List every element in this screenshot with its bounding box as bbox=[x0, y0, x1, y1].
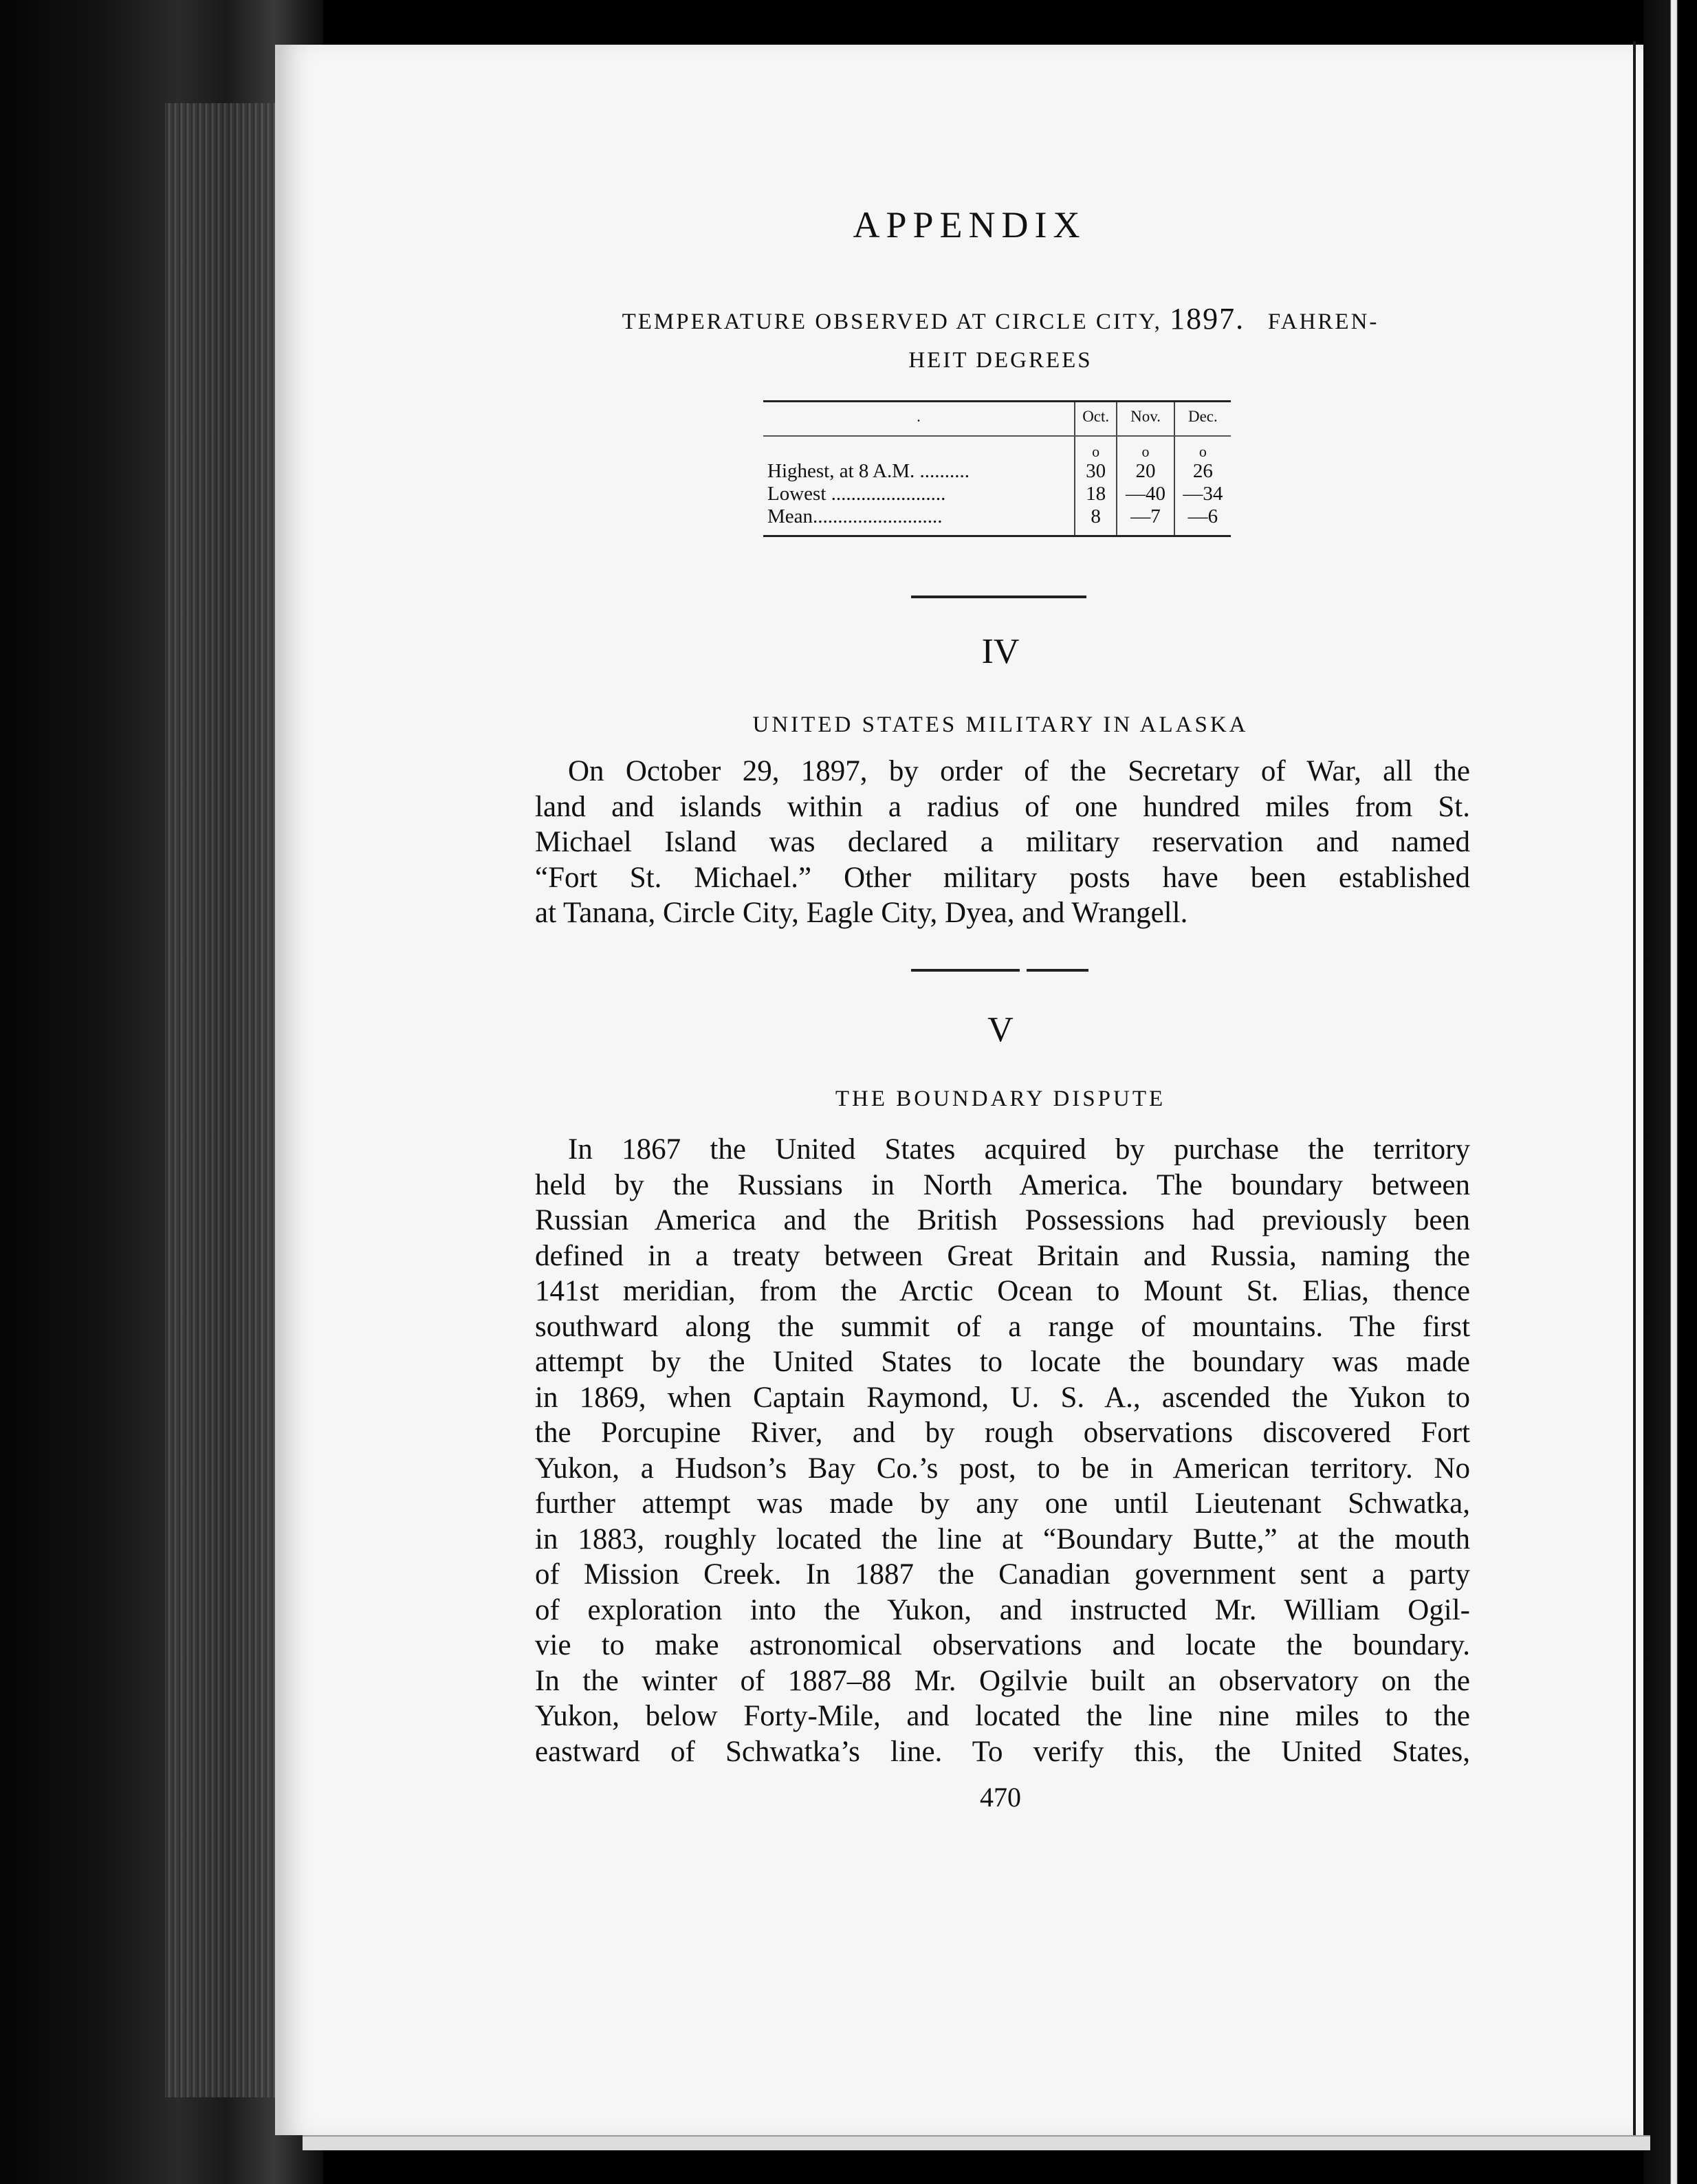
table-caption-year: 1897. bbox=[1170, 302, 1245, 336]
text-line: in 1883, roughly located the line at “Boundary Butte,” at the mouth bbox=[535, 1522, 1470, 1555]
table-caption bbox=[529, 300, 1471, 380]
text-line: held by the Russians in North America. The boundary between bbox=[535, 1168, 1470, 1201]
text-line: Russian America and the British Possessions had previously been bbox=[535, 1204, 1470, 1236]
table-cell: —7 bbox=[1117, 505, 1174, 536]
table-cell: —40 bbox=[1117, 483, 1174, 505]
page-title: APPENDIX bbox=[853, 204, 1086, 245]
text-line: in 1869, when Captain Raymond, U. S. A., ascended the Yukon to bbox=[535, 1381, 1470, 1414]
table-caption-line2: HEIT DEGREES bbox=[908, 348, 1093, 373]
table-row bbox=[763, 483, 1231, 505]
section-numeral-v: V bbox=[987, 1010, 1014, 1049]
text-line: In the winter of 1887–88 Mr. Ogilvie built an observatory on the bbox=[535, 1664, 1470, 1697]
text-line: at Tanana, Circle City, Eagle City, Dyea, and Wrangell. bbox=[535, 897, 1188, 929]
text-line: of Mission Creek. In 1887 the Canadian government sent a party bbox=[535, 1558, 1470, 1591]
text-line: “Fort St. Michael.” Other military posts have been established bbox=[535, 861, 1470, 894]
text-line: defined in a treaty between Great Britain and Russia, naming the bbox=[535, 1239, 1470, 1272]
row-label: Mean.......................... bbox=[767, 505, 943, 527]
section-divider bbox=[911, 969, 1020, 972]
text-line: In 1867 the United States acquired by purchase the territory bbox=[568, 1133, 1470, 1166]
text-line: land and islands within a radius of one hundred miles from St. bbox=[535, 790, 1470, 823]
text-line: 141st meridian, from the Arctic Ocean to Mount St. Elias, thence bbox=[535, 1275, 1470, 1307]
degree-stub bbox=[763, 436, 1075, 460]
text-line: the Porcupine River, and by rough observations discovered Fort bbox=[535, 1417, 1470, 1449]
page-bottom-edge bbox=[303, 2135, 1650, 2150]
section-heading-iv: UNITED STATES MILITARY IN ALASKA bbox=[752, 712, 1249, 737]
section-numeral-iv: IV bbox=[981, 632, 1020, 671]
text-line: Michael Island was declared a military reservation and named bbox=[535, 826, 1470, 858]
temperature-table bbox=[763, 400, 1231, 537]
paragraph-military bbox=[535, 754, 1470, 931]
text-line: attempt by the United States to locate the boundary was made bbox=[535, 1346, 1470, 1378]
text-line: On October 29, 1897, by order of the Secretary of War, all the bbox=[568, 755, 1470, 787]
table-cell: 30 bbox=[1075, 460, 1117, 483]
next-page-edge bbox=[1643, 0, 1697, 2184]
table-cell: —6 bbox=[1174, 505, 1231, 536]
text-line: southward along the summit of a range of mountains. The first bbox=[535, 1310, 1470, 1343]
degree-row bbox=[763, 436, 1231, 460]
text-line: Yukon, below Forty-Mile, and located the line nine miles to the bbox=[535, 1700, 1470, 1732]
table-row bbox=[763, 460, 1231, 483]
text-line: further attempt was made by any one until Lieutenant Schwatka, bbox=[535, 1487, 1470, 1520]
text-line: Yukon, a Hudson’s Bay Co.’s post, to be in American territory. No bbox=[535, 1452, 1470, 1485]
column-header-nov: Nov. bbox=[1117, 402, 1174, 437]
table-caption-text: TEMPERATURE OBSERVED AT CIRCLE CITY, bbox=[622, 309, 1162, 334]
table-stub-header: . bbox=[763, 402, 1075, 437]
table-cell: 20 bbox=[1117, 460, 1174, 483]
table-cell: 18 bbox=[1075, 483, 1117, 505]
section-heading-v: THE BOUNDARY DISPUTE bbox=[835, 1086, 1166, 1111]
degree-mark: o bbox=[1075, 436, 1117, 460]
text-line: vie to make astronomical observations and locate the boundary. bbox=[535, 1629, 1470, 1661]
table-row bbox=[763, 505, 1231, 536]
degree-mark: o bbox=[1174, 436, 1231, 460]
column-header-dec: Dec. bbox=[1174, 402, 1231, 437]
paragraph-boundary bbox=[535, 1132, 1470, 1769]
text-line: eastward of Schwatka’s line. To verify this, the United States, bbox=[535, 1735, 1470, 1768]
section-divider bbox=[1027, 969, 1088, 972]
page-number: 470 bbox=[980, 1782, 1021, 1813]
text-line: of exploration into the Yukon, and instructed Mr. William Ogil- bbox=[535, 1593, 1470, 1626]
column-header-oct: Oct. bbox=[1075, 402, 1117, 437]
table-cell: —34 bbox=[1174, 483, 1231, 505]
row-label: Highest, at 8 A.M. .......... bbox=[767, 460, 970, 482]
page-gutter-line bbox=[1633, 41, 1636, 2145]
table-caption-text-cont: FAHREN- bbox=[1267, 309, 1379, 334]
degree-mark: o bbox=[1117, 436, 1174, 460]
table-cell: 26 bbox=[1174, 460, 1231, 483]
table-header-row bbox=[763, 402, 1231, 437]
row-label: Lowest ....................... bbox=[767, 483, 946, 505]
table-cell: 8 bbox=[1075, 505, 1117, 536]
section-divider bbox=[911, 596, 1086, 598]
